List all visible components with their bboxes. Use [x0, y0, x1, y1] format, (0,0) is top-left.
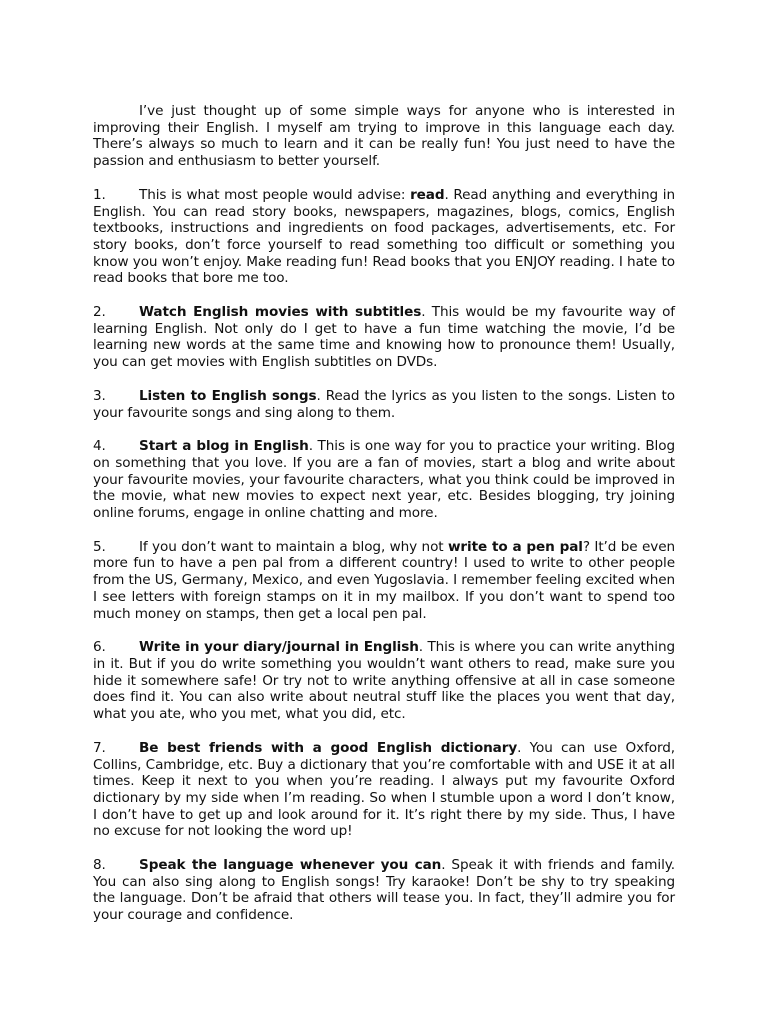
tip-bold-phrase: read — [410, 186, 445, 203]
tip-text-after: . Read the lyrics as you listen to the songs. Listen to your favourite songs and sing along to them. — [93, 387, 675, 421]
tip-bold-phrase: Speak the language whenever you can — [139, 857, 442, 874]
tip-paragraph-8 — [93, 857, 675, 924]
tip-text-after: . Read anything and everything in English. You can read story books, newspapers, magazines, blogs, comics, English textbooks, instructions and ingredients on food packages, advertisements, etc. For story books, don’t force yourself to read something too difficult or something you know you won’t enjoy. Make reading fun! Read books that you ENJOY reading. I hate to read books that bore me too. — [93, 186, 675, 287]
tip-number: 4. — [93, 438, 106, 455]
tip-number: 8. — [93, 857, 106, 874]
tip-text-after: . This is one way for you to practice your writing. Blog on something that you love. If you are a fan of movies, start a blog and write about your favourite movies, your favourite characters, what you think could be improved in the movie, what new movies to expect next year, etc. Besides blogging, try joining online forums, engage in online chatting and more. — [93, 438, 675, 522]
intro-paragraph: I’ve just thought up of some simple ways for anyone who is interested in improving their English. I myself am trying to improve in this language each day. There’s always so much to learn and it can be really fun! You just need to have the passion and enthusiasm to better yourself. — [93, 103, 675, 170]
tip-text-after: . This would be my favourite way of learning English. Not only do I get to have a fun time watching the movie, I’d be learning new words at the same time and knowing how to pronounce them! Usually, you can get movies with English subtitles on DVDs. — [93, 304, 675, 371]
tip-text-after: . You can use Oxford, Collins, Cambridge, etc. Buy a dictionary that you’re comfortable with and USE it at all times. Keep it next to you when you’re reading. I always put my favourite Oxford dictionary by my side when I’m reading. So when I stumble upon a word I don’t know, I don’t have to get up and look around for it. It’s right there by my side. Thus, I have no excuse for not looking the word up! — [93, 739, 675, 840]
tip-text-before: This is what most people would advise: — [139, 186, 411, 203]
tip-bold-phrase: Watch English movies with subtitles — [139, 304, 422, 321]
tip-text-before: If you don’t want to maintain a blog, why not — [139, 538, 448, 555]
tip-paragraph-2 — [93, 304, 675, 371]
tip-paragraph-7 — [93, 740, 675, 840]
tip-text-after: ? It’d be even more fun to have a pen pal from a different country! I used to write to other people from the US, Germany, Mexico, and even Yugoslavia. I remember feeling excited when I see letters with foreign stamps on it in my mailbox. If you don’t want to spend too much money on stamps, then get a local pen pal. — [93, 538, 675, 622]
tip-paragraph-3 — [93, 388, 675, 421]
tip-bold-phrase: Listen to English songs — [139, 387, 317, 404]
tip-paragraph-4 — [93, 438, 675, 522]
tip-paragraph-6 — [93, 639, 675, 723]
tip-bold-phrase: write to a pen pal — [447, 538, 583, 555]
tip-text-after: . This is where you can write anything in it. But if you do write something you wouldn’t want others to read, make sure you hide it somewhere safe! Or try not to write anything offensive at all in case someone does find it. You can also write about neutral stuff like the places you went that day, what you ate, who you met, what you did, etc. — [93, 639, 675, 723]
tip-paragraph-1 — [93, 187, 675, 287]
tip-bold-phrase: Be best friends with a good English dictionary — [139, 739, 518, 756]
tip-number: 7. — [93, 739, 106, 756]
tip-number: 3. — [93, 387, 106, 404]
tip-text-after: . Speak it with friends and family. You can also sing along to English songs! Try karaoke! Don’t be shy to try speaking the language. Don’t be afraid that others will tease you. In fact, they’ll admire you for your courage and confidence. — [93, 857, 675, 924]
tip-number: 1. — [93, 186, 106, 203]
tip-bold-phrase: Start a blog in English — [139, 438, 309, 455]
tip-bold-phrase: Write in your diary/journal in English — [139, 639, 419, 656]
tip-number: 5. — [93, 538, 106, 555]
tip-number: 6. — [93, 639, 106, 656]
tip-paragraph-5 — [93, 539, 675, 623]
tip-number: 2. — [93, 304, 106, 321]
